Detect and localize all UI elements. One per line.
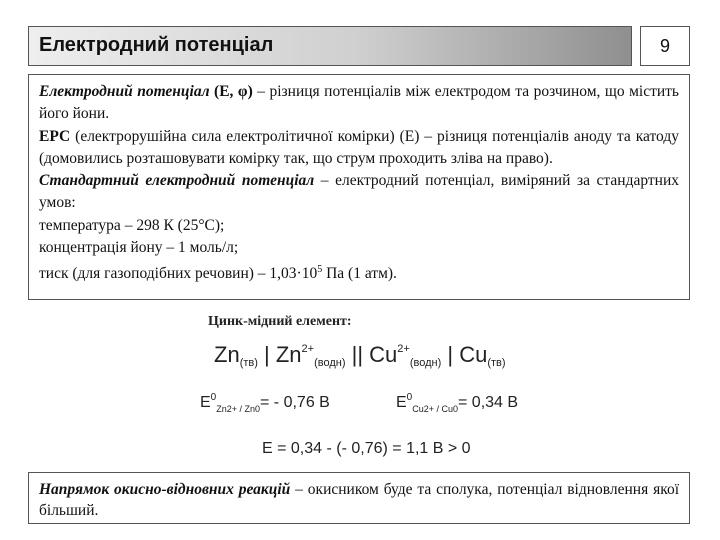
cu-ion-charge: 2+ (397, 343, 410, 355)
definition-text: – різниця потенціалів між електродом та розчином, що містить його йони. (39, 83, 679, 123)
potential-value: = - 0,76 В (260, 394, 330, 411)
term-emf: ЕРС (39, 127, 71, 145)
zn-ion-charge: 2+ (301, 343, 315, 355)
potential-value: = 0,34 В (458, 394, 519, 411)
term-redox-direction: Напрямок окисно-відновних реакцій (39, 481, 291, 498)
potential-symbol: E (200, 394, 211, 411)
zn-phase: (тв) (239, 357, 258, 369)
pressure-suffix: Па (1 атм). (322, 265, 397, 283)
term-standard-potential: Стандартний електродний потенціал (39, 172, 315, 190)
zn-standard-potential (200, 392, 330, 414)
redox-direction-box (28, 472, 690, 524)
cu-standard-potential (396, 392, 518, 414)
slide-title-bar (28, 26, 632, 66)
cu-phase: (тв) (487, 357, 506, 369)
definition-standard-potential (39, 170, 679, 215)
zn-ion: Zn (275, 342, 302, 367)
potential-superscript: 0 (210, 392, 217, 403)
definition-text: (електрорушійна сила електролітичної комірки) (Е) – різниця потенціалів аноду та катоду (домовились розташовувати комірку так, що струм проходить зліва на право). (39, 127, 679, 167)
pressure-exponent: 5 (317, 264, 323, 276)
figure-title: Цинк-мідний елемент: (208, 314, 352, 329)
phase-boundary: | (257, 342, 276, 367)
definition-text: – електродний потенціал, виміряний за стандартних умов: (39, 172, 679, 212)
condition-concentration: концентрація йону – 1 моль/л; (39, 239, 239, 257)
redox-direction-note (39, 479, 679, 521)
zn-electrode: Zn (214, 342, 240, 367)
phase-boundary: | (441, 342, 460, 367)
potential-superscript: 0 (406, 392, 413, 403)
term-electrode-potential: Електродний потенціал (39, 83, 210, 100)
definition-electrode-potential (39, 81, 679, 126)
potential-symbol: E (396, 394, 407, 411)
pressure-prefix: тиск (для газоподібних речовин) – 1,03·10 (39, 265, 318, 283)
cu-ion: Cu (369, 342, 398, 367)
definition-emf (39, 126, 679, 171)
definitions-box (28, 74, 690, 300)
zn-ion-phase: (водн) (314, 357, 346, 369)
potential-subscript: Cu2+ / Cu0 (412, 404, 459, 414)
emf-equation: E = 0,34 - (- 0,76) = 1,1 В > 0 (262, 440, 471, 457)
salt-bridge: || (345, 342, 370, 367)
cu-ion-phase: (водн) (409, 357, 442, 369)
slide-title: Електродний потенціал (39, 34, 274, 56)
symbols-e-phi: (Е, φ) (214, 83, 253, 100)
slide-number: 9 (640, 26, 690, 66)
cell-notation (214, 342, 506, 369)
note-text: – окисником буде та сполука, потенціал відновлення якої більший. (39, 481, 680, 519)
cu-electrode: Cu (459, 342, 488, 367)
zinc-copper-cell-figure (200, 306, 560, 466)
condition-pressure (39, 259, 679, 285)
condition-temperature: температура – 298 К (25°С); (39, 216, 225, 234)
potential-subscript: Zn2+ / Zn0 (216, 404, 261, 414)
